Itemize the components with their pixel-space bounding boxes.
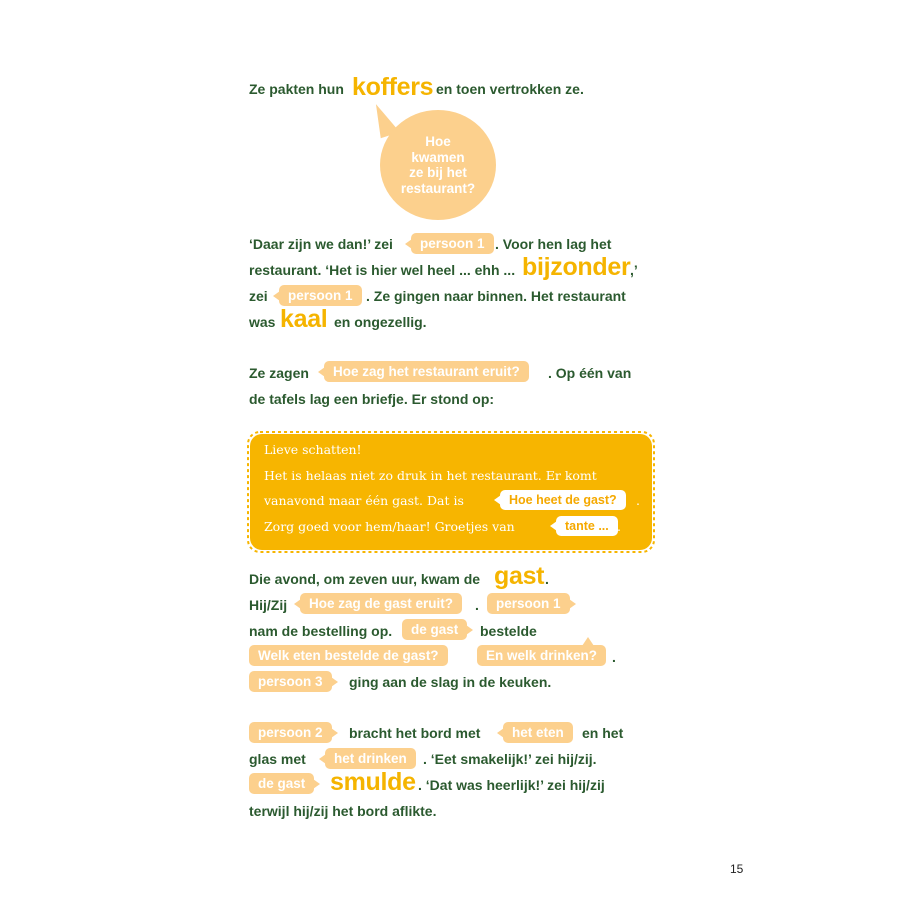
fill-in-persoon-1[interactable]: persoon 1	[487, 593, 570, 614]
bubble-line: ze bij het	[409, 165, 467, 180]
fill-in-persoon-1[interactable]: persoon 1	[411, 233, 494, 254]
bubble-line: kwamen	[411, 149, 465, 165]
text-p5-c: glas met	[249, 751, 306, 767]
text-p2-g: was	[249, 314, 276, 330]
text-p3-a: Ze zagen	[249, 365, 309, 381]
text-p4-f: bestelde	[480, 623, 537, 639]
fill-in-tante[interactable]: tante ...	[556, 516, 618, 536]
note-line: .	[617, 519, 621, 534]
note-line: Zorg goed voor hem/haar! Groetjes van	[264, 519, 515, 534]
text-p4-a: Die avond, om zeven uur, kwam de	[249, 571, 481, 587]
text-p2-b: . Voor hen lag het	[495, 236, 612, 252]
fill-in-guest-name[interactable]: Hoe heet de gast?	[500, 490, 626, 510]
text-p5-e: . ‘Dat was heerlijk!’ zei hij/zij	[418, 777, 605, 793]
note-line: Lieve schatten!	[264, 442, 362, 457]
note-line: .	[636, 493, 640, 508]
note-line: vanavond maar één gast. Dat is	[264, 493, 464, 508]
text-p2-a: ‘Daar zijn we dan!’ zei	[249, 236, 393, 252]
fill-in-restaurant-look[interactable]: Hoe zag het restaurant eruit?	[324, 361, 529, 382]
fill-in-food[interactable]: Welk eten bestelde de gast?	[249, 645, 448, 666]
text-p5-f: terwijl hij/zij het bord aflikte.	[249, 803, 437, 819]
text-p4-c: Hij/Zij	[249, 597, 288, 613]
text-p2-h: en ongezellig.	[334, 314, 427, 330]
bubble-line: Hoe	[425, 134, 451, 149]
fill-in-het-eten[interactable]: het eten	[503, 722, 573, 743]
bubble-line: restaurant?	[400, 180, 476, 196]
note-line: Het is helaas niet zo druk in het restaurant. Er komt	[264, 468, 597, 483]
fill-in-de-gast[interactable]: de gast	[249, 773, 314, 794]
fill-in-het-drinken[interactable]: het drinken	[325, 748, 416, 769]
text-p1-a: Ze pakten hun	[249, 81, 344, 97]
text-p3-c: de tafels lag een briefje. Er stond op:	[249, 391, 495, 407]
keyword-smulde: smulde	[330, 768, 416, 796]
text-p2-d: ,’	[630, 262, 638, 278]
keyword-kaal: kaal	[280, 305, 328, 333]
text-p2-f: . Ze gingen naar binnen. Het restaurant	[366, 288, 626, 304]
text-p4-g: .	[612, 649, 616, 665]
text-p4-b: .	[545, 571, 549, 587]
text-p4-d: .	[475, 597, 479, 613]
text-p2-e: zei	[249, 288, 268, 304]
text-p5-a: bracht het bord met	[349, 725, 481, 741]
text-p2-c: restaurant. ‘Het is hier wel heel ... ehh ...	[249, 262, 516, 278]
fill-in-de-gast[interactable]: de gast	[402, 619, 467, 640]
text-p5-d: . ‘Eet smakelijk!’ zei hij/zij.	[423, 751, 597, 767]
page-number: 15	[730, 862, 744, 876]
text-p3-b: . Op één van	[548, 365, 632, 381]
keyword-gast: gast	[494, 562, 545, 590]
text-p5-b: en het	[582, 725, 624, 741]
text-p4-e: nam de bestelling op.	[249, 623, 393, 639]
keyword-koffers: koffers	[352, 73, 434, 101]
fill-in-persoon-1[interactable]: persoon 1	[279, 285, 362, 306]
fill-in-guest-look[interactable]: Hoe zag de gast eruit?	[300, 593, 462, 614]
text-p1-b: en toen vertrokken ze.	[436, 81, 584, 97]
keyword-bijzonder: bijzonder	[522, 253, 631, 281]
fill-in-drink[interactable]: En welk drinken?	[477, 645, 606, 666]
question-bubble	[380, 110, 496, 220]
text-p4-h: ging aan de slag in de keuken.	[349, 674, 552, 690]
note-card	[246, 430, 656, 554]
fill-in-persoon-3[interactable]: persoon 3	[249, 671, 332, 692]
fill-in-persoon-2[interactable]: persoon 2	[249, 722, 332, 743]
